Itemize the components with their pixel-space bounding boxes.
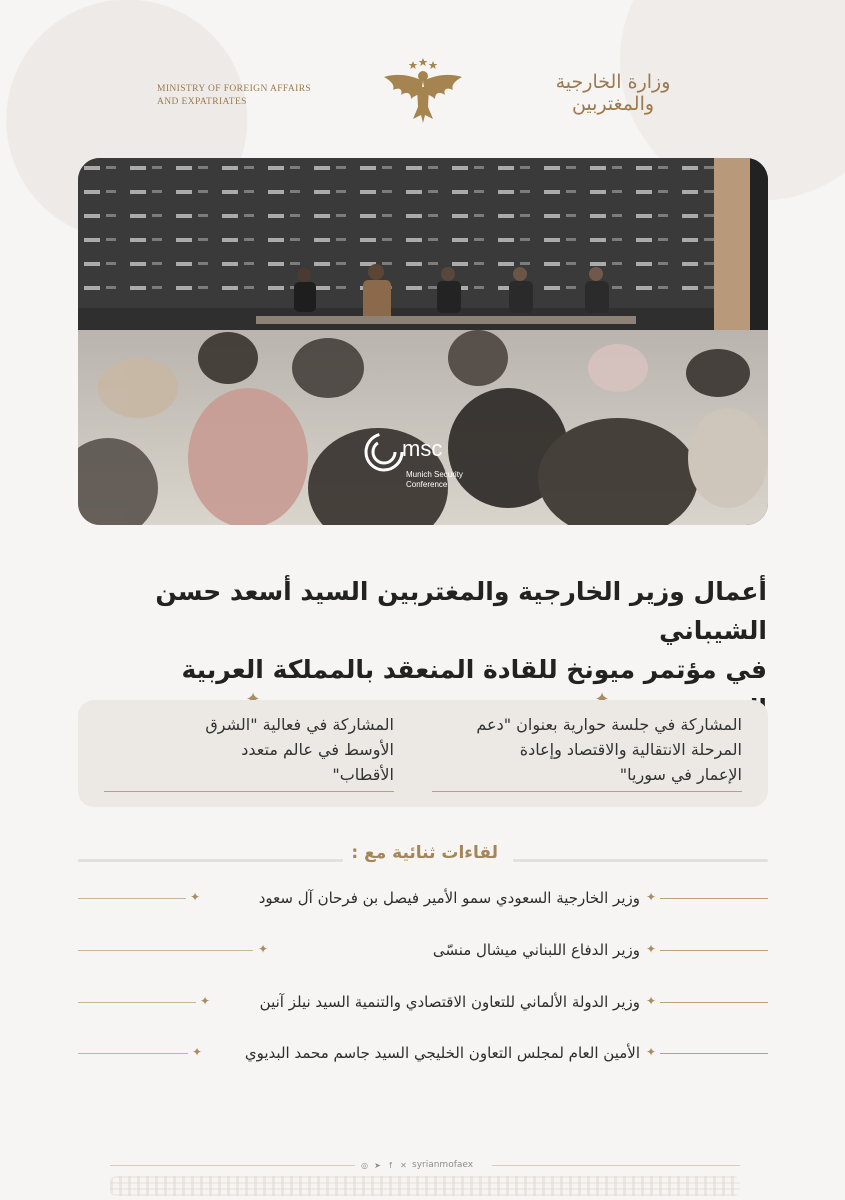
- msc-logo-subtitle-1: Munich Security: [406, 470, 463, 479]
- meeting-item: [78, 885, 768, 911]
- social-handle-text[interactable]: syrianmofaex: [412, 1160, 474, 1170]
- activity-middle-east-event: المشاركة في فعالية "الشرق الأوسط في عالم متعدد الأقطاب": [104, 712, 394, 792]
- bullet-sparkle-icon: ✦: [200, 994, 211, 1008]
- meeting-text: وزير الدولة الألماني للتعاون الاقتصادي والتنمية السيد نيلز آنين: [259, 993, 640, 1011]
- bilateral-meetings-heading: [78, 843, 768, 875]
- activity-underline: [104, 791, 394, 792]
- meeting-item: [78, 937, 768, 963]
- meeting-item: [78, 989, 768, 1015]
- activity-underline: [432, 791, 742, 792]
- social-handles: [360, 1157, 485, 1173]
- facebook-icon[interactable]: f: [389, 1160, 392, 1170]
- meeting-item: [78, 1040, 768, 1066]
- footer-divider-right: [492, 1165, 740, 1166]
- bullet-sparkle-icon: ✦: [646, 1045, 657, 1059]
- instagram-icon[interactable]: ◎: [361, 1160, 368, 1170]
- msc-logo-text: msc: [402, 436, 443, 461]
- row-line-left: [78, 1002, 196, 1003]
- eagle-emblem-icon: [381, 57, 465, 129]
- bullet-sparkle-icon: ✦: [190, 890, 201, 904]
- msc-logo: [362, 430, 492, 500]
- row-line-right: [660, 950, 768, 951]
- row-line-left: [78, 950, 253, 951]
- telegram-icon[interactable]: ➤: [374, 1160, 381, 1170]
- activities-box: [78, 700, 768, 807]
- meeting-text: الأمين العام لمجلس التعاون الخليجي السيد جاسم محمد البديوي: [244, 1044, 640, 1062]
- x-icon[interactable]: ✕: [400, 1160, 407, 1170]
- header: [0, 55, 845, 135]
- conference-photo: [78, 158, 768, 525]
- meeting-text: وزير الخارجية السعودي سمو الأمير فيصل بن فرحان آل سعود: [258, 889, 640, 907]
- bullet-sparkle-icon: ✦: [192, 1045, 203, 1059]
- footer-divider-left: [110, 1165, 355, 1166]
- bullet-sparkle-icon: ✦: [258, 942, 269, 956]
- meeting-text: وزير الدفاع اللبناني ميشال منسّى: [432, 941, 640, 959]
- heading-divider-right: [513, 859, 768, 862]
- heading-divider-left: [78, 859, 343, 862]
- bullet-sparkle-icon: ✦: [646, 994, 657, 1008]
- bullet-sparkle-icon: ✦: [646, 890, 657, 904]
- row-line-right: [660, 1053, 768, 1054]
- row-line-right: [660, 898, 768, 899]
- ministry-name-arabic: وزارة الخارجية والمغتربين: [555, 71, 671, 115]
- activity-panel-discussion: المشاركة في جلسة حوارية بعنوان "دعم المرحلة الانتقالية والاقتصاد وإعادة الإعمار في سوريا": [432, 712, 742, 792]
- bilateral-meetings-label: لقاءات ثنائية مع :: [351, 843, 498, 863]
- ministry-name-english: MINISTRY OF FOREIGN AFFAIRS AND EXPATRIATES: [157, 84, 312, 107]
- bullet-sparkle-icon: ✦: [646, 942, 657, 956]
- row-line-right: [660, 1002, 768, 1003]
- title-line-1: أعمال وزير الخارجية والمغتربين السيد أسعد حسن الشيباني: [155, 577, 767, 645]
- footer-ornament: [110, 1176, 740, 1196]
- title-line-2: في مؤتمر ميونخ للقادة المنعقد بالمملكة العربية: [181, 655, 767, 684]
- msc-logo-subtitle-2: Conference: [406, 480, 448, 489]
- row-line-left: [78, 1053, 188, 1054]
- msc-logo-icon: [362, 430, 406, 474]
- row-line-left: [78, 898, 186, 899]
